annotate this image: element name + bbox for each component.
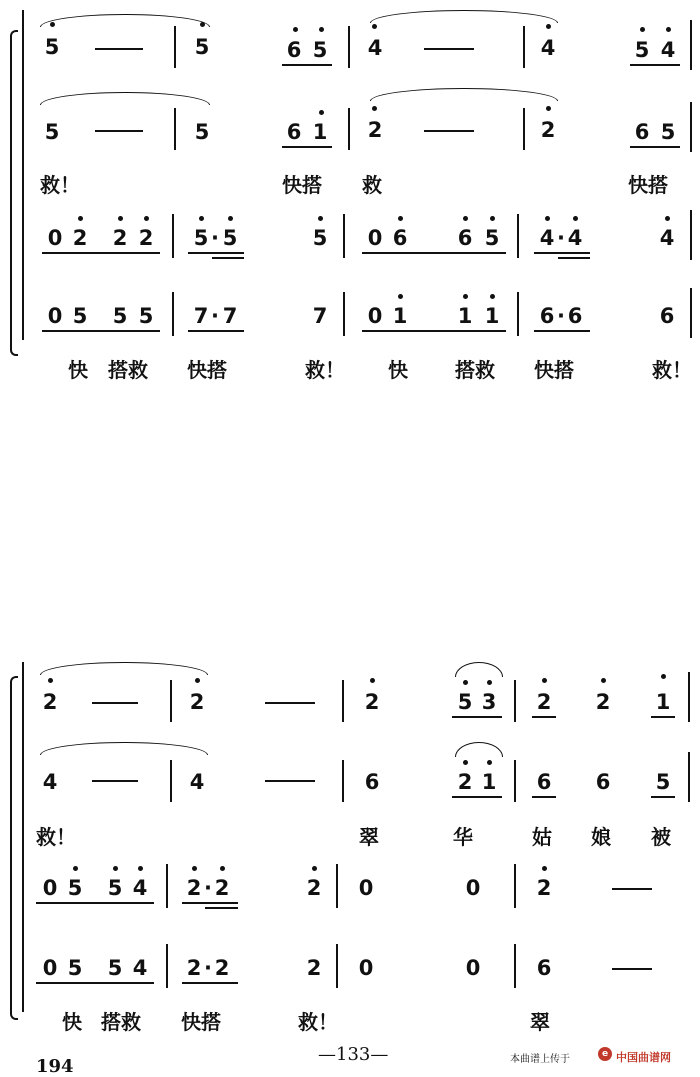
high-octave-dot bbox=[228, 216, 233, 221]
high-octave-dot bbox=[542, 678, 547, 683]
note: 6 bbox=[286, 38, 302, 62]
high-octave-dot bbox=[78, 216, 83, 221]
note: 2 bbox=[540, 118, 556, 142]
high-octave-dot bbox=[138, 866, 143, 871]
sustain-dash bbox=[265, 780, 315, 782]
high-octave-dot bbox=[546, 24, 551, 29]
lyric: 救！ bbox=[305, 358, 345, 382]
high-octave-dot bbox=[463, 680, 468, 685]
note: 0 bbox=[358, 956, 374, 980]
note: 0 bbox=[358, 876, 374, 900]
note: 5 bbox=[67, 876, 83, 900]
barline bbox=[688, 752, 690, 802]
barline bbox=[174, 108, 176, 150]
note: 2 bbox=[306, 876, 322, 900]
note: 0 bbox=[42, 876, 58, 900]
eighth-underline bbox=[36, 982, 154, 984]
system-left-line bbox=[22, 662, 24, 1012]
high-octave-dot bbox=[50, 22, 55, 27]
barline bbox=[514, 944, 516, 988]
note: 5 bbox=[484, 226, 500, 250]
note: 7 bbox=[312, 304, 328, 328]
note: 5 bbox=[112, 304, 128, 328]
eighth-underline bbox=[532, 796, 556, 798]
watermark-upload-text: 本曲谱上传于 bbox=[510, 1054, 570, 1065]
watermark-site-name: 中国曲谱网 bbox=[616, 1051, 671, 1064]
barline bbox=[348, 108, 350, 150]
lyric: 搭救 bbox=[455, 358, 495, 382]
eighth-underline bbox=[651, 796, 675, 798]
lyric: 快搭 bbox=[187, 358, 227, 382]
eighth-underline bbox=[282, 146, 332, 148]
note: 4 bbox=[132, 876, 148, 900]
lyric: 救！ bbox=[652, 358, 692, 382]
note: 1 bbox=[392, 304, 408, 328]
high-octave-dot bbox=[601, 678, 606, 683]
barline bbox=[688, 672, 690, 722]
slur bbox=[40, 742, 208, 755]
note: 5 bbox=[72, 304, 88, 328]
note: 5 bbox=[634, 38, 650, 62]
note: 6 bbox=[659, 304, 675, 328]
high-octave-dot bbox=[48, 678, 53, 683]
high-octave-dot bbox=[312, 866, 317, 871]
note: 2 bbox=[306, 956, 322, 980]
dot-rhythm: · bbox=[557, 226, 565, 250]
note: 6 bbox=[457, 226, 473, 250]
note: 7 bbox=[193, 304, 209, 328]
note: 2 bbox=[189, 690, 205, 714]
high-octave-dot bbox=[573, 216, 578, 221]
sustain-dash bbox=[92, 780, 138, 782]
note: 2 bbox=[214, 876, 230, 900]
note: 4 bbox=[367, 36, 383, 60]
barline bbox=[166, 944, 168, 988]
note: 5 bbox=[44, 120, 60, 144]
barline bbox=[514, 680, 516, 722]
lyric: 娘 bbox=[591, 825, 611, 849]
note: 7 bbox=[222, 304, 238, 328]
slur bbox=[370, 88, 558, 101]
barline bbox=[342, 680, 344, 722]
sustain-dash bbox=[612, 888, 652, 890]
barline bbox=[514, 864, 516, 908]
lyric: 救 bbox=[362, 173, 382, 197]
high-octave-dot bbox=[398, 294, 403, 299]
barline bbox=[690, 288, 692, 338]
site-logo-icon: e bbox=[598, 1047, 612, 1061]
high-octave-dot bbox=[665, 216, 670, 221]
note: 5 bbox=[312, 38, 328, 62]
note: 5 bbox=[194, 35, 210, 59]
lyric: 搭救 bbox=[101, 1010, 141, 1034]
note: 2 bbox=[367, 118, 383, 142]
note: 1 bbox=[312, 120, 328, 144]
eighth-underline bbox=[42, 330, 160, 332]
note: 6 bbox=[567, 304, 583, 328]
high-octave-dot bbox=[192, 866, 197, 871]
sixteenth-underline bbox=[182, 982, 238, 984]
sixteenth-underline bbox=[188, 252, 244, 254]
sixteenth-underline bbox=[182, 902, 238, 904]
high-octave-dot bbox=[490, 294, 495, 299]
lyric: 被 bbox=[651, 825, 671, 849]
note: 4 bbox=[42, 770, 58, 794]
eighth-underline bbox=[42, 252, 160, 254]
note: 1 bbox=[481, 770, 497, 794]
note: 6 bbox=[536, 956, 552, 980]
sustain-dash bbox=[95, 48, 143, 50]
lyric: 快 bbox=[68, 358, 88, 382]
note: 2 bbox=[536, 876, 552, 900]
eighth-underline bbox=[452, 716, 502, 718]
note: 2 bbox=[214, 956, 230, 980]
note: 5 bbox=[222, 226, 238, 250]
note: 4 bbox=[660, 38, 676, 62]
sixteenth-underline bbox=[558, 257, 590, 259]
sustain-dash bbox=[95, 130, 143, 132]
barline bbox=[348, 26, 350, 68]
sustain-dash bbox=[424, 48, 474, 50]
tie-arc bbox=[455, 662, 503, 677]
high-octave-dot bbox=[372, 24, 377, 29]
note: 5 bbox=[660, 120, 676, 144]
sixteenth-underline bbox=[534, 330, 590, 332]
corner-page-number: 194 bbox=[36, 1056, 74, 1077]
note: 2 bbox=[457, 770, 473, 794]
eighth-underline bbox=[651, 716, 675, 718]
dot-rhythm: · bbox=[204, 876, 212, 900]
dot-rhythm: · bbox=[211, 226, 219, 250]
barline bbox=[170, 760, 172, 802]
lyric: 救！ bbox=[298, 1010, 338, 1034]
note: 0 bbox=[465, 876, 481, 900]
note: 5 bbox=[107, 876, 123, 900]
note: 4 bbox=[189, 770, 205, 794]
barline bbox=[172, 292, 174, 336]
slur bbox=[40, 14, 210, 27]
sixteenth-underline bbox=[212, 257, 244, 259]
barline bbox=[166, 864, 168, 908]
note: 2 bbox=[42, 690, 58, 714]
high-octave-dot bbox=[319, 27, 324, 32]
high-octave-dot bbox=[463, 216, 468, 221]
lyric: 快搭 bbox=[628, 173, 668, 197]
high-octave-dot bbox=[318, 216, 323, 221]
eighth-underline bbox=[362, 252, 506, 254]
barline bbox=[690, 102, 692, 152]
lyric: 快搭 bbox=[282, 173, 322, 197]
barline bbox=[172, 214, 174, 258]
note: 2 bbox=[595, 690, 611, 714]
eighth-underline bbox=[282, 64, 332, 66]
barline bbox=[336, 864, 338, 908]
note: 6 bbox=[392, 226, 408, 250]
note: 5 bbox=[138, 304, 154, 328]
high-octave-dot bbox=[372, 106, 377, 111]
high-octave-dot bbox=[463, 760, 468, 765]
note: 0 bbox=[367, 304, 383, 328]
high-octave-dot bbox=[195, 678, 200, 683]
note: 4 bbox=[659, 226, 675, 250]
note: 5 bbox=[193, 226, 209, 250]
note: 2 bbox=[536, 690, 552, 714]
note: 5 bbox=[107, 956, 123, 980]
barline bbox=[523, 108, 525, 150]
note: 6 bbox=[286, 120, 302, 144]
note: 1 bbox=[655, 690, 671, 714]
high-octave-dot bbox=[463, 294, 468, 299]
eighth-underline bbox=[532, 716, 556, 718]
note: 5 bbox=[194, 120, 210, 144]
note: 0 bbox=[367, 226, 383, 250]
high-octave-dot bbox=[398, 216, 403, 221]
high-octave-dot bbox=[144, 216, 149, 221]
note: 6 bbox=[539, 304, 555, 328]
note: 0 bbox=[47, 226, 63, 250]
sustain-dash bbox=[424, 130, 474, 132]
lyric: 搭救 bbox=[108, 358, 148, 382]
note: 5 bbox=[44, 35, 60, 59]
high-octave-dot bbox=[542, 866, 547, 871]
barline bbox=[170, 680, 172, 722]
sustain-dash bbox=[612, 968, 652, 970]
high-octave-dot bbox=[490, 216, 495, 221]
system-left-line bbox=[22, 10, 24, 340]
note: 5 bbox=[67, 956, 83, 980]
high-octave-dot bbox=[545, 216, 550, 221]
high-octave-dot bbox=[546, 106, 551, 111]
high-octave-dot bbox=[487, 680, 492, 685]
high-octave-dot bbox=[200, 22, 205, 27]
sixteenth-underline bbox=[188, 330, 244, 332]
barline bbox=[336, 944, 338, 988]
lyric: 救！ bbox=[36, 825, 76, 849]
slur bbox=[40, 92, 210, 105]
sixteenth-underline bbox=[534, 252, 590, 254]
barline bbox=[343, 214, 345, 258]
lyric: 救！ bbox=[40, 173, 80, 197]
eighth-underline bbox=[630, 146, 680, 148]
barline bbox=[343, 292, 345, 336]
note: 6 bbox=[364, 770, 380, 794]
note: 2 bbox=[112, 226, 128, 250]
lyric: 快 bbox=[388, 358, 408, 382]
note: 2 bbox=[138, 226, 154, 250]
lyric: 快搭 bbox=[181, 1010, 221, 1034]
high-octave-dot bbox=[487, 760, 492, 765]
note: 0 bbox=[42, 956, 58, 980]
note: 1 bbox=[457, 304, 473, 328]
high-octave-dot bbox=[199, 216, 204, 221]
barline bbox=[174, 26, 176, 68]
dot-rhythm: · bbox=[211, 304, 219, 328]
eighth-underline bbox=[452, 796, 502, 798]
note: 5 bbox=[655, 770, 671, 794]
note: 2 bbox=[364, 690, 380, 714]
high-octave-dot bbox=[319, 110, 324, 115]
note: 3 bbox=[481, 690, 497, 714]
high-octave-dot bbox=[661, 674, 666, 679]
barline bbox=[514, 760, 516, 802]
lyric: 华 bbox=[453, 825, 473, 849]
lyric: 姑 bbox=[532, 825, 552, 849]
note: 6 bbox=[536, 770, 552, 794]
dot-rhythm: · bbox=[204, 956, 212, 980]
note: 4 bbox=[540, 36, 556, 60]
note: 0 bbox=[465, 956, 481, 980]
note: 5 bbox=[457, 690, 473, 714]
system-bracket bbox=[10, 30, 18, 356]
high-octave-dot bbox=[666, 27, 671, 32]
page-number: —133— bbox=[318, 1044, 389, 1065]
eighth-underline bbox=[36, 902, 154, 904]
note: 2 bbox=[72, 226, 88, 250]
note: 6 bbox=[595, 770, 611, 794]
high-octave-dot bbox=[293, 27, 298, 32]
lyric: 快搭 bbox=[534, 358, 574, 382]
high-octave-dot bbox=[370, 678, 375, 683]
note: 4 bbox=[132, 956, 148, 980]
high-octave-dot bbox=[640, 27, 645, 32]
note: 4 bbox=[567, 226, 583, 250]
tie-arc bbox=[455, 742, 503, 757]
high-octave-dot bbox=[220, 866, 225, 871]
sixteenth-underline bbox=[205, 907, 238, 909]
slur bbox=[40, 662, 208, 675]
note: 0 bbox=[47, 304, 63, 328]
eighth-underline bbox=[630, 64, 680, 66]
system-bracket bbox=[10, 676, 18, 1020]
note: 5 bbox=[312, 226, 328, 250]
dot-rhythm: · bbox=[557, 304, 565, 328]
note: 6 bbox=[634, 120, 650, 144]
note: 2 bbox=[186, 956, 202, 980]
note: 1 bbox=[484, 304, 500, 328]
high-octave-dot bbox=[73, 866, 78, 871]
barline bbox=[517, 292, 519, 336]
barline bbox=[690, 210, 692, 260]
sustain-dash bbox=[92, 702, 138, 704]
barline bbox=[523, 26, 525, 68]
barline bbox=[690, 20, 692, 70]
slur bbox=[370, 10, 558, 23]
barline bbox=[342, 760, 344, 802]
high-octave-dot bbox=[113, 866, 118, 871]
lyric: 快 bbox=[62, 1010, 82, 1034]
note: 2 bbox=[186, 876, 202, 900]
lyric: 翠 bbox=[530, 1010, 550, 1034]
lyric: 翠 bbox=[359, 825, 379, 849]
note: 4 bbox=[539, 226, 555, 250]
barline bbox=[517, 214, 519, 258]
sustain-dash bbox=[265, 702, 315, 704]
high-octave-dot bbox=[118, 216, 123, 221]
eighth-underline bbox=[362, 330, 506, 332]
